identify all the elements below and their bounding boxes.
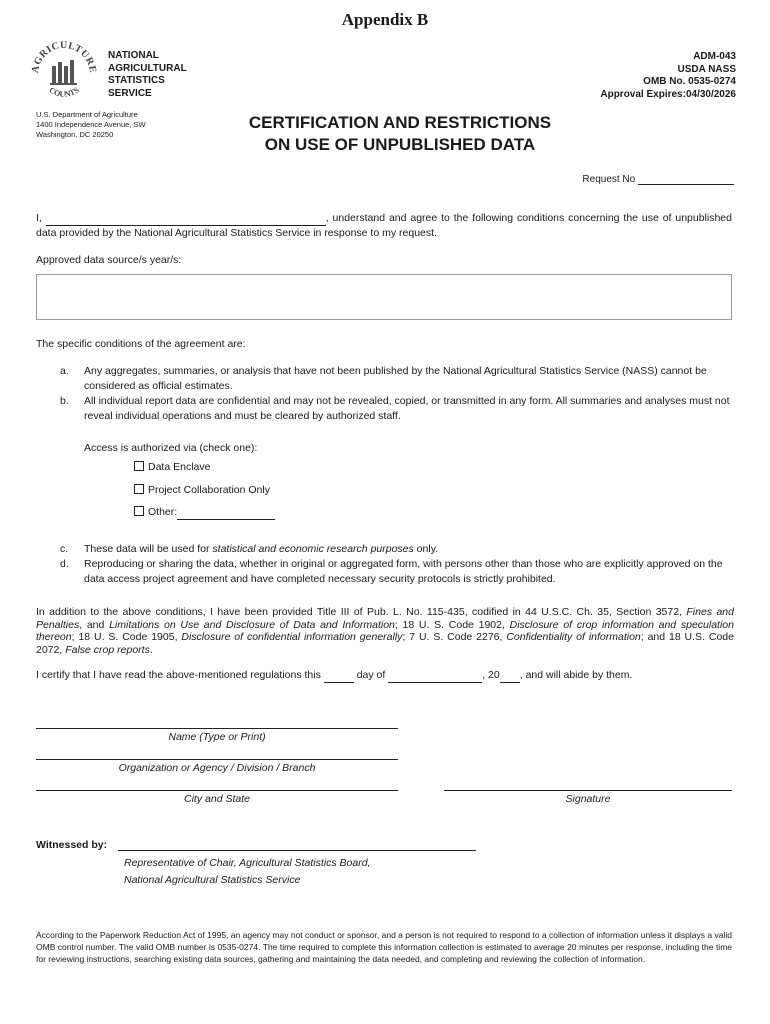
- form-id-line: OMB No. 0535-0274: [643, 76, 736, 87]
- svg-text:AGRICULTURE: [30, 40, 98, 74]
- access-option-data-enclave[interactable]: [134, 460, 210, 475]
- request-number: [582, 172, 734, 185]
- organization-field[interactable]: [36, 759, 398, 760]
- agency-line: STATISTICS: [108, 75, 165, 86]
- legal-text: ; 18 U. S. Code 1902,: [394, 618, 510, 631]
- form-id-line: ADM-043: [693, 51, 736, 62]
- legal-citation: Fines and Penalties: [36, 606, 734, 631]
- legal-text: ; and 18 U.S. Code 2072,: [36, 631, 734, 656]
- address-line: U.S. Department of Agriculture: [36, 110, 138, 119]
- access-label: Access is authorized via (check one):: [84, 442, 258, 454]
- legal-text: In addition to the above conditions, I have been provided Title III of Pub. L. No. 115-435, codified in 44 U.S.C. Ch. 35, Section 3572,: [36, 606, 687, 618]
- witness-caption-line: National Agricultural Statistics Service: [124, 874, 301, 886]
- legal-citation: Limitations on Use and Disclosure of Data and Information: [109, 618, 395, 631]
- legal-citation: Confidentiality of information: [506, 631, 641, 643]
- access-option-label: Other:: [148, 506, 178, 518]
- certify-text: , 20: [482, 669, 500, 681]
- condition-label: b.: [60, 395, 69, 407]
- certify-text: I certify that I have read the above-mentioned regulations this: [36, 669, 321, 681]
- logo-text-bottom: COUNTS: [47, 85, 81, 99]
- city-state-field[interactable]: [36, 790, 398, 791]
- name-field[interactable]: [36, 728, 398, 729]
- legal-citation: Disclosure of crop information and speculation thereon: [36, 618, 734, 643]
- condition-a: [36, 364, 736, 394]
- condition-text: only.: [413, 543, 439, 555]
- city-state-caption: City and State: [184, 793, 250, 805]
- title-line: ON USE OF UNPUBLISHED DATA: [264, 135, 536, 154]
- legal-text: , and: [79, 618, 110, 631]
- address-line: Washington, DC 20250: [36, 130, 114, 139]
- condition-label: a.: [60, 365, 69, 377]
- requester-name-field[interactable]: [46, 213, 326, 226]
- data-source-label: Approved data source/s year/s:: [36, 254, 182, 266]
- form-identifier: [600, 51, 736, 101]
- request-number-field[interactable]: [638, 172, 734, 185]
- condition-d: [36, 557, 736, 587]
- condition-label: c.: [60, 543, 69, 555]
- appendix-heading: Appendix B: [341, 10, 429, 29]
- witness-caption: [124, 855, 370, 889]
- condition-text: Reproducing or sharing the data, whether in original or aggregated form, with persons other than those who are explicitly approved on the data access project agreement and have completed necessary security protocols is strictly prohibited.: [84, 558, 723, 585]
- agency-name: [108, 50, 187, 100]
- access-option-label: Project Collaboration Only: [148, 484, 270, 496]
- condition-text-emphasis: statistical and economic research purposes: [212, 543, 414, 555]
- signature-field[interactable]: [444, 790, 732, 791]
- conditions-intro: The specific conditions of the agreement are:: [36, 338, 246, 350]
- legal-citation: Disclosure of confidential information generally: [181, 631, 403, 643]
- legal-text: ; 7 U. S. Code 2276,: [402, 631, 507, 643]
- access-option-project-collaboration[interactable]: [134, 483, 270, 498]
- logo-text-top: AGRICULTURE: [29, 39, 99, 74]
- legal-text: .: [149, 643, 153, 656]
- access-option-other[interactable]: [134, 505, 275, 520]
- agriculture-counts-logo: [28, 36, 100, 108]
- legal-paragraph: [36, 606, 734, 656]
- condition-c: [36, 542, 736, 557]
- svg-text:COUNTS: [47, 85, 81, 99]
- condition-label: d.: [60, 558, 69, 570]
- checkbox-icon[interactable]: [134, 484, 144, 494]
- checkbox-icon[interactable]: [134, 506, 144, 516]
- certify-statement: [36, 668, 632, 683]
- intro-prefix: I,: [36, 212, 42, 224]
- certify-text: day of: [356, 669, 386, 681]
- witness-field[interactable]: [118, 850, 476, 851]
- organization-caption: Organization or Agency / Division / Branch: [118, 762, 316, 774]
- agency-line: SERVICE: [108, 87, 152, 99]
- witness-label: Witnessed by:: [36, 839, 108, 851]
- agency-line: NATIONAL: [108, 50, 159, 61]
- condition-text: These data will be used for: [84, 543, 213, 555]
- address-line: 1400 Independence Avenue, SW: [36, 120, 146, 129]
- intro-text: , understand and agree to the following conditions concerning the use of unpublished data provided by the National Agricultural Statistics Service in response to my request.: [36, 212, 732, 239]
- other-access-field[interactable]: [177, 507, 275, 520]
- form-id-line: Approval Expires:04/30/2026: [600, 88, 736, 100]
- condition-b: [36, 394, 736, 424]
- agency-line: AGRICULTURAL: [108, 62, 187, 74]
- certify-text: , and will abide by them.: [519, 669, 633, 681]
- title-line: CERTIFICATION AND RESTRICTIONS: [248, 113, 552, 132]
- data-source-input-box[interactable]: [36, 274, 732, 320]
- request-number-label: Request No: [582, 174, 636, 185]
- access-option-label: Data Enclave: [148, 461, 211, 473]
- name-caption: Name (Type or Print): [168, 731, 266, 743]
- signature-caption: Signature: [565, 793, 611, 805]
- witness-caption-line: Representative of Chair, Agricultural Statistics Board,: [124, 857, 371, 869]
- form-id-line: USDA NASS: [677, 63, 736, 75]
- agency-address: [36, 110, 146, 140]
- intro-paragraph: [36, 211, 732, 241]
- checkbox-icon[interactable]: [134, 461, 144, 471]
- certify-year-field[interactable]: [500, 670, 520, 683]
- legal-citation: False crop reports: [65, 643, 150, 656]
- condition-text: Any aggregates, summaries, or analysis that have not been published by the National Agricultural Statistics Service (NASS) cannot be considered as official estimates.: [84, 365, 707, 392]
- document-title: [200, 112, 600, 156]
- condition-text: All individual report data are confidential and may not be revealed, copied, or transmitted in any form. All summaries and analyses must not reveal individual operations and must be cleared by authorized staff.: [84, 395, 730, 422]
- certify-day-field[interactable]: [324, 670, 354, 683]
- certify-month-field[interactable]: [388, 670, 482, 683]
- paperwork-reduction-notice: According to the Paperwork Reduction Act of 1995, an agency may not conduct or sponsor, and a person is not required to respond to a collection of information unless it displays a valid OMB control number. The valid OMB number is 0535-0274. The time required to complete this information collection is estimated to average 20 minutes per response, including the time for reviewing instructions, searching existing data sources, gathering and maintaining the data needed, and completing and reviewing the collection of information.: [36, 930, 732, 964]
- legal-text: ; 18 U. S. Code 1905,: [71, 631, 182, 643]
